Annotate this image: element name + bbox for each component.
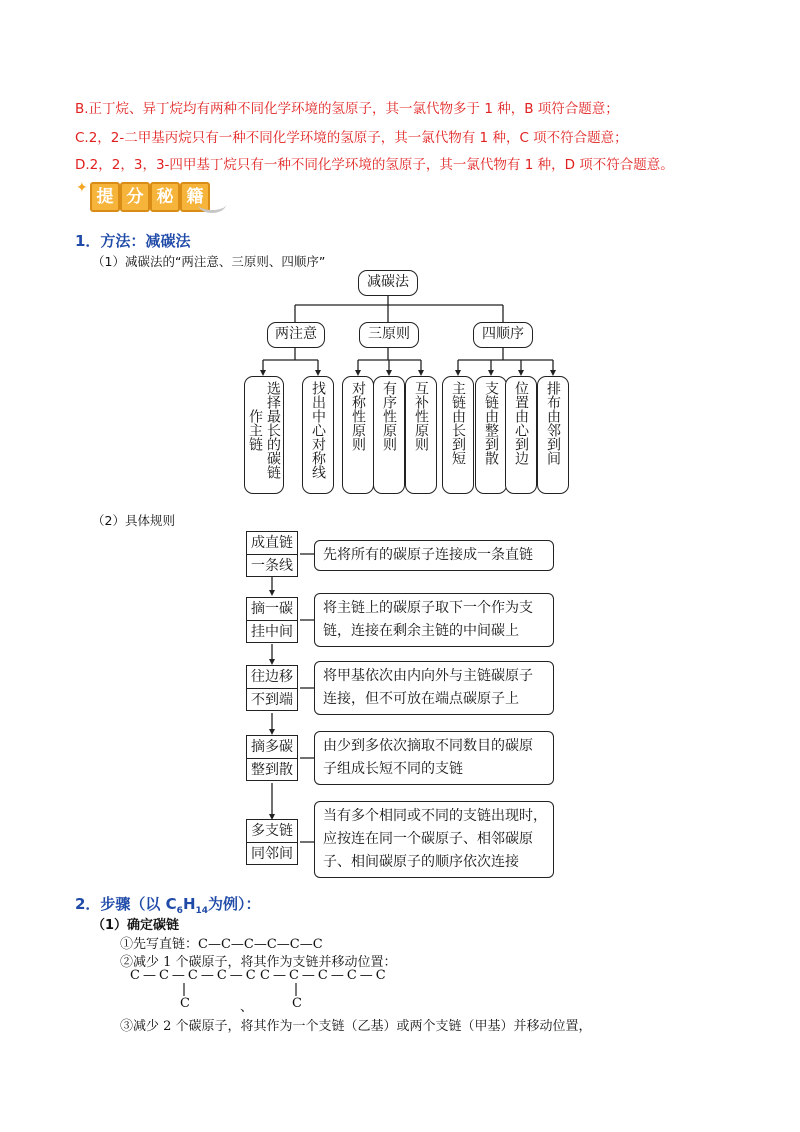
answer-b: B.正丁烷、异丁烷均有两种不同化学环境的氢原子，其一氯代物多于 1 种，B 项符合题意； [75,101,619,117]
tree-group-four: 四顺序 [473,322,533,348]
tree-group-three: 三原则 [359,322,419,348]
leaf-text: 位置由心到边 [513,381,529,465]
rule-label-bottom: 同邻间 [251,846,293,862]
leaf-text: 对称性原则 [350,381,366,451]
leaf-text: 支链由整到散 [483,381,499,465]
rule-desc-line: 链，连接在剩余主链的中间碳上 [323,623,519,639]
leaf-text: 主链由长到短 [450,381,466,465]
step-line-1: ①先写直链：C—C—C—C—C—C [120,937,323,952]
rule-desc-line: 子组成长短不同的支链 [323,761,463,777]
title-part: 为例）： [208,895,261,913]
leaf-text: 有序性原则 [381,381,397,451]
title-part: H [182,895,196,913]
rule-label-bottom: 一条线 [251,558,293,574]
separator: 、 [240,1000,254,1015]
step-line-3: ③减少 2 个碳原子，将其作为一个支链（乙基）或两个支链（甲基）并移动位置， [120,1019,592,1034]
rule-desc-line: 应按连在同一个碳原子、相邻碳原 [323,831,533,847]
tree-root: 减碳法 [358,270,418,296]
title-sub: 6 [176,906,183,916]
rule-desc-line: 将甲基依次由内向外与主链碳原子 [323,668,533,684]
branch-carbon: C [292,996,302,1011]
branch-carbon: C [180,996,190,1011]
section1-sub1: （1）减碳法的“两注意、三原则、四顺序” [92,254,326,269]
banner-char: 籍 [180,182,210,212]
rule-label-top: 往边移 [247,666,297,689]
rule-label-top: 多支链 [247,820,297,843]
step-line-2: ②减少 1 个碳原子，将其作为支链并移动位置： [120,955,397,970]
sparkle-icon: ✦ [76,180,88,196]
chain-a: C—C—C—C—C [130,968,259,983]
banner-char: 提 [90,182,120,212]
rule-desc-line: 先将所有的碳原子连接成一条直链 [323,547,533,563]
tree-group-two: 两注意 [267,322,325,348]
answer-c: C.2，2-二甲基丙烷只有一种不同化学环境的氢原子，其一氯代物有 1 种，C 项不符合题意； [75,130,628,146]
rule-label-top: 成直链 [247,532,297,555]
leaf-text: 排布由邻到间 [545,381,561,465]
leaf-text: 互补性原则 [413,381,429,451]
section1-title: 1．方法：减碳法 [75,232,191,250]
rule-desc-line: 当有多个相同或不同的支链出现时， [323,808,547,824]
banner-char: 秘 [150,182,180,212]
rule-desc-line: 子、相间碳原子的顺序依次连接 [323,854,519,870]
rule-label-bottom: 挂中间 [251,624,293,640]
title-part: 2．步骤（以 C [75,895,177,913]
rule-label-top: 摘一碳 [247,598,297,621]
rule-desc-line: 连接，但不可放在端点碳原子上 [323,691,519,707]
chain-b: C—C—C—C—C [260,968,389,983]
leaf-text: 找出中心对称线 [310,381,326,479]
rule-desc-line: 将主链上的碳原子取下一个作为支 [323,600,533,616]
rule-desc-line: 由少到多依次摘取不同数目的碳原 [323,738,533,754]
rule-label-bottom: 不到端 [251,692,293,708]
answer-d: D.2，2，3，3-四甲基丁烷只有一种不同化学环境的氢原子，其一氯代物有 1 种，D 项不符合题意。 [75,157,674,173]
leaf-text: 作主链 [247,409,263,451]
step1-title: （1）确定碳链 [92,918,180,933]
section1-sub2: （2）具体规则 [92,513,175,528]
rule-label-bottom: 整到散 [251,762,293,778]
leaf-text: 选择最长的碳链 [265,381,281,479]
rule-label-top: 摘多碳 [247,736,297,759]
banner-char: 分 [120,182,150,212]
title-sub: 14 [195,906,209,916]
